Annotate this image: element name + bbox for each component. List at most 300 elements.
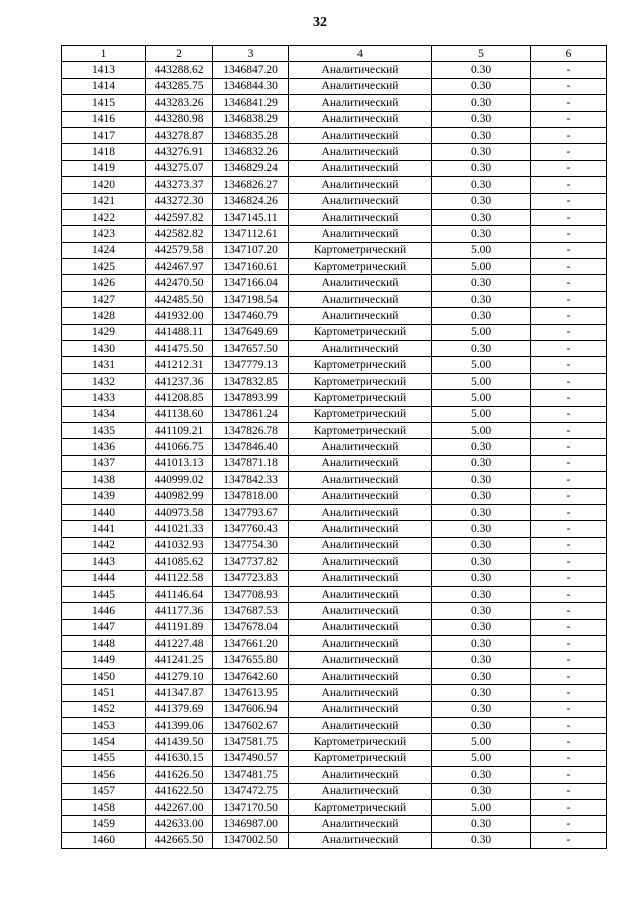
point-number-cell: 1414 (62, 78, 146, 94)
method-cell: Аналитический (289, 816, 432, 832)
point-number-cell: 1428 (62, 308, 146, 324)
y-coordinate-cell: 1347687.53 (213, 603, 289, 619)
method-cell: Аналитический (289, 275, 432, 291)
accuracy-cell: 0.30 (432, 636, 531, 652)
method-cell: Аналитический (289, 586, 432, 602)
y-coordinate-cell: 1347642.60 (213, 668, 289, 684)
accuracy-cell: 0.30 (432, 521, 531, 537)
note-cell: - (531, 259, 607, 275)
point-number-cell: 1415 (62, 95, 146, 111)
note-cell: - (531, 832, 607, 848)
x-coordinate-cell: 441347.87 (146, 685, 213, 701)
note-cell: - (531, 521, 607, 537)
note-cell: - (531, 636, 607, 652)
method-cell: Аналитический (289, 177, 432, 193)
point-number-cell: 1455 (62, 750, 146, 766)
table-row (62, 308, 607, 324)
point-number-cell: 1443 (62, 554, 146, 570)
accuracy-cell: 0.30 (432, 783, 531, 799)
x-coordinate-cell: 440982.99 (146, 488, 213, 504)
accuracy-cell: 0.30 (432, 78, 531, 94)
point-number-cell: 1445 (62, 586, 146, 602)
point-number-cell: 1441 (62, 521, 146, 537)
accuracy-cell: 0.30 (432, 603, 531, 619)
accuracy-cell: 0.30 (432, 439, 531, 455)
x-coordinate-cell: 441013.13 (146, 455, 213, 471)
y-coordinate-cell: 1347723.83 (213, 570, 289, 586)
note-cell: - (531, 783, 607, 799)
table-row (62, 324, 607, 340)
point-number-cell: 1416 (62, 111, 146, 127)
accuracy-cell: 0.30 (432, 472, 531, 488)
note-cell: - (531, 127, 607, 143)
table-row (62, 422, 607, 438)
note-cell: - (531, 341, 607, 357)
table-row (62, 177, 607, 193)
table-row (62, 373, 607, 389)
point-number-cell: 1421 (62, 193, 146, 209)
accuracy-cell: 5.00 (432, 750, 531, 766)
note-cell: - (531, 586, 607, 602)
x-coordinate-cell: 441630.15 (146, 750, 213, 766)
note-cell: - (531, 390, 607, 406)
accuracy-cell: 0.30 (432, 127, 531, 143)
note-cell: - (531, 619, 607, 635)
table-row (62, 259, 607, 275)
method-cell: Аналитический (289, 603, 432, 619)
note-cell: - (531, 767, 607, 783)
note-cell: - (531, 472, 607, 488)
y-coordinate-cell: 1347145.11 (213, 209, 289, 225)
note-cell: - (531, 324, 607, 340)
x-coordinate-cell: 441379.69 (146, 701, 213, 717)
method-cell: Аналитический (289, 291, 432, 307)
point-number-cell: 1451 (62, 685, 146, 701)
point-number-cell: 1431 (62, 357, 146, 373)
y-coordinate-cell: 1347846.40 (213, 439, 289, 455)
table-row (62, 455, 607, 471)
point-number-cell: 1440 (62, 504, 146, 520)
point-number-cell: 1433 (62, 390, 146, 406)
note-cell: - (531, 816, 607, 832)
note-cell: - (531, 111, 607, 127)
point-number-cell: 1419 (62, 160, 146, 176)
accuracy-cell: 0.30 (432, 685, 531, 701)
point-number-cell: 1439 (62, 488, 146, 504)
y-coordinate-cell: 1347818.00 (213, 488, 289, 504)
note-cell: - (531, 177, 607, 193)
column-header: 6 (531, 46, 607, 62)
method-cell: Картометрический (289, 422, 432, 438)
y-coordinate-cell: 1347581.75 (213, 734, 289, 750)
method-cell: Аналитический (289, 226, 432, 242)
x-coordinate-cell: 441032.93 (146, 537, 213, 553)
x-coordinate-cell: 442470.50 (146, 275, 213, 291)
x-coordinate-cell: 441085.62 (146, 554, 213, 570)
note-cell: - (531, 455, 607, 471)
method-cell: Аналитический (289, 455, 432, 471)
y-coordinate-cell: 1347107.20 (213, 242, 289, 258)
y-coordinate-cell: 1347832.85 (213, 373, 289, 389)
y-coordinate-cell: 1346847.20 (213, 62, 289, 78)
point-number-cell: 1437 (62, 455, 146, 471)
table-row (62, 291, 607, 307)
x-coordinate-cell: 443272.30 (146, 193, 213, 209)
accuracy-cell: 0.30 (432, 504, 531, 520)
table-row (62, 242, 607, 258)
y-coordinate-cell: 1347170.50 (213, 799, 289, 815)
method-cell: Аналитический (289, 439, 432, 455)
note-cell: - (531, 242, 607, 258)
note-cell: - (531, 685, 607, 701)
x-coordinate-cell: 442467.97 (146, 259, 213, 275)
method-cell: Аналитический (289, 619, 432, 635)
x-coordinate-cell: 441138.60 (146, 406, 213, 422)
method-cell: Аналитический (289, 504, 432, 520)
accuracy-cell: 5.00 (432, 406, 531, 422)
y-coordinate-cell: 1347472.75 (213, 783, 289, 799)
table-body (62, 62, 607, 849)
method-cell: Аналитический (289, 341, 432, 357)
method-cell: Аналитический (289, 570, 432, 586)
y-coordinate-cell: 1347002.50 (213, 832, 289, 848)
x-coordinate-cell: 440973.58 (146, 504, 213, 520)
accuracy-cell: 0.30 (432, 718, 531, 734)
method-cell: Картометрический (289, 406, 432, 422)
table-row (62, 750, 607, 766)
x-coordinate-cell: 442485.50 (146, 291, 213, 307)
table-row (62, 718, 607, 734)
accuracy-cell: 0.30 (432, 554, 531, 570)
y-coordinate-cell: 1347737.82 (213, 554, 289, 570)
accuracy-cell: 0.30 (432, 177, 531, 193)
table-row (62, 537, 607, 553)
method-cell: Картометрический (289, 357, 432, 373)
accuracy-cell: 5.00 (432, 357, 531, 373)
method-cell: Аналитический (289, 652, 432, 668)
table-row (62, 127, 607, 143)
y-coordinate-cell: 1347760.43 (213, 521, 289, 537)
method-cell: Картометрический (289, 373, 432, 389)
x-coordinate-cell: 443275.07 (146, 160, 213, 176)
note-cell: - (531, 291, 607, 307)
method-cell: Картометрический (289, 324, 432, 340)
table-row (62, 554, 607, 570)
point-number-cell: 1429 (62, 324, 146, 340)
table-row (62, 685, 607, 701)
x-coordinate-cell: 441021.33 (146, 521, 213, 537)
y-coordinate-cell: 1347160.61 (213, 259, 289, 275)
accuracy-cell: 0.30 (432, 619, 531, 635)
y-coordinate-cell: 1347166.04 (213, 275, 289, 291)
table-row (62, 816, 607, 832)
table-row (62, 619, 607, 635)
point-number-cell: 1435 (62, 422, 146, 438)
y-coordinate-cell: 1347198.54 (213, 291, 289, 307)
method-cell: Аналитический (289, 209, 432, 225)
accuracy-cell: 5.00 (432, 422, 531, 438)
table-row (62, 406, 607, 422)
x-coordinate-cell: 441109.21 (146, 422, 213, 438)
note-cell: - (531, 668, 607, 684)
point-number-cell: 1436 (62, 439, 146, 455)
x-coordinate-cell: 441488.11 (146, 324, 213, 340)
table-row (62, 521, 607, 537)
table-row (62, 783, 607, 799)
table-row (62, 390, 607, 406)
accuracy-cell: 0.30 (432, 832, 531, 848)
point-number-cell: 1450 (62, 668, 146, 684)
x-coordinate-cell: 441227.48 (146, 636, 213, 652)
accuracy-cell: 0.30 (432, 455, 531, 471)
note-cell: - (531, 734, 607, 750)
point-number-cell: 1423 (62, 226, 146, 242)
method-cell: Аналитический (289, 111, 432, 127)
point-number-cell: 1438 (62, 472, 146, 488)
table-row (62, 209, 607, 225)
point-number-cell: 1434 (62, 406, 146, 422)
method-cell: Аналитический (289, 701, 432, 717)
point-number-cell: 1454 (62, 734, 146, 750)
y-coordinate-cell: 1347657.50 (213, 341, 289, 357)
note-cell: - (531, 160, 607, 176)
method-cell: Аналитический (289, 832, 432, 848)
accuracy-cell: 5.00 (432, 259, 531, 275)
method-cell: Аналитический (289, 521, 432, 537)
y-coordinate-cell: 1347490.57 (213, 750, 289, 766)
method-cell: Аналитический (289, 636, 432, 652)
method-cell: Аналитический (289, 144, 432, 160)
point-number-cell: 1422 (62, 209, 146, 225)
y-coordinate-cell: 1347460.79 (213, 308, 289, 324)
method-cell: Аналитический (289, 685, 432, 701)
method-cell: Картометрический (289, 242, 432, 258)
y-coordinate-cell: 1347606.94 (213, 701, 289, 717)
y-coordinate-cell: 1347842.33 (213, 472, 289, 488)
method-cell: Картометрический (289, 734, 432, 750)
note-cell: - (531, 488, 607, 504)
table-row (62, 636, 607, 652)
x-coordinate-cell: 442633.00 (146, 816, 213, 832)
point-number-cell: 1430 (62, 341, 146, 357)
x-coordinate-cell: 442579.58 (146, 242, 213, 258)
method-cell: Картометрический (289, 259, 432, 275)
point-number-cell: 1457 (62, 783, 146, 799)
x-coordinate-cell: 441191.89 (146, 619, 213, 635)
x-coordinate-cell: 441237.36 (146, 373, 213, 389)
note-cell: - (531, 554, 607, 570)
y-coordinate-cell: 1346829.24 (213, 160, 289, 176)
table-row (62, 62, 607, 78)
y-coordinate-cell: 1347655.80 (213, 652, 289, 668)
y-coordinate-cell: 1347649.69 (213, 324, 289, 340)
x-coordinate-cell: 441626.50 (146, 767, 213, 783)
table-row (62, 504, 607, 520)
accuracy-cell: 0.30 (432, 95, 531, 111)
accuracy-cell: 0.30 (432, 668, 531, 684)
accuracy-cell: 0.30 (432, 209, 531, 225)
method-cell: Аналитический (289, 537, 432, 553)
x-coordinate-cell: 441279.10 (146, 668, 213, 684)
note-cell: - (531, 406, 607, 422)
table-row (62, 799, 607, 815)
point-number-cell: 1460 (62, 832, 146, 848)
method-cell: Картометрический (289, 750, 432, 766)
y-coordinate-cell: 1347708.93 (213, 586, 289, 602)
note-cell: - (531, 62, 607, 78)
x-coordinate-cell: 440999.02 (146, 472, 213, 488)
accuracy-cell: 0.30 (432, 308, 531, 324)
column-header: 1 (62, 46, 146, 62)
accuracy-cell: 0.30 (432, 767, 531, 783)
point-number-cell: 1442 (62, 537, 146, 553)
accuracy-cell: 0.30 (432, 701, 531, 717)
coordinates-table (61, 45, 607, 849)
point-number-cell: 1425 (62, 259, 146, 275)
note-cell: - (531, 308, 607, 324)
note-cell: - (531, 537, 607, 553)
method-cell: Аналитический (289, 488, 432, 504)
y-coordinate-cell: 1346826.27 (213, 177, 289, 193)
accuracy-cell: 5.00 (432, 734, 531, 750)
y-coordinate-cell: 1346835.28 (213, 127, 289, 143)
table-row (62, 193, 607, 209)
point-number-cell: 1452 (62, 701, 146, 717)
x-coordinate-cell: 441399.06 (146, 718, 213, 734)
y-coordinate-cell: 1347826.78 (213, 422, 289, 438)
y-coordinate-cell: 1347661.20 (213, 636, 289, 652)
method-cell: Аналитический (289, 160, 432, 176)
table-row (62, 226, 607, 242)
table-row (62, 652, 607, 668)
accuracy-cell: 0.30 (432, 144, 531, 160)
point-number-cell: 1418 (62, 144, 146, 160)
accuracy-cell: 5.00 (432, 242, 531, 258)
point-number-cell: 1447 (62, 619, 146, 635)
table-row (62, 78, 607, 94)
point-number-cell: 1417 (62, 127, 146, 143)
x-coordinate-cell: 441208.85 (146, 390, 213, 406)
note-cell: - (531, 373, 607, 389)
accuracy-cell: 0.30 (432, 62, 531, 78)
table-row (62, 439, 607, 455)
y-coordinate-cell: 1346844.30 (213, 78, 289, 94)
y-coordinate-cell: 1347861.24 (213, 406, 289, 422)
point-number-cell: 1424 (62, 242, 146, 258)
table-row (62, 603, 607, 619)
note-cell: - (531, 193, 607, 209)
method-cell: Аналитический (289, 95, 432, 111)
note-cell: - (531, 95, 607, 111)
note-cell: - (531, 718, 607, 734)
column-header: 4 (289, 46, 432, 62)
method-cell: Аналитический (289, 554, 432, 570)
y-coordinate-cell: 1347754.30 (213, 537, 289, 553)
accuracy-cell: 0.30 (432, 226, 531, 242)
table-row (62, 701, 607, 717)
y-coordinate-cell: 1346987.00 (213, 816, 289, 832)
point-number-cell: 1448 (62, 636, 146, 652)
x-coordinate-cell: 443276.91 (146, 144, 213, 160)
point-number-cell: 1453 (62, 718, 146, 734)
accuracy-cell: 0.30 (432, 275, 531, 291)
method-cell: Аналитический (289, 718, 432, 734)
accuracy-cell: 0.30 (432, 291, 531, 307)
x-coordinate-cell: 443278.87 (146, 127, 213, 143)
accuracy-cell: 0.30 (432, 341, 531, 357)
method-cell: Аналитический (289, 308, 432, 324)
accuracy-cell: 0.30 (432, 816, 531, 832)
point-number-cell: 1449 (62, 652, 146, 668)
column-header: 3 (213, 46, 289, 62)
accuracy-cell: 5.00 (432, 799, 531, 815)
note-cell: - (531, 209, 607, 225)
y-coordinate-cell: 1347602.67 (213, 718, 289, 734)
x-coordinate-cell: 443273.37 (146, 177, 213, 193)
point-number-cell: 1420 (62, 177, 146, 193)
x-coordinate-cell: 443288.62 (146, 62, 213, 78)
table-row (62, 111, 607, 127)
note-cell: - (531, 603, 607, 619)
table-row (62, 472, 607, 488)
x-coordinate-cell: 442597.82 (146, 209, 213, 225)
method-cell: Аналитический (289, 193, 432, 209)
point-number-cell: 1426 (62, 275, 146, 291)
method-cell: Аналитический (289, 783, 432, 799)
accuracy-cell: 0.30 (432, 488, 531, 504)
x-coordinate-cell: 441932.00 (146, 308, 213, 324)
table-row (62, 341, 607, 357)
y-coordinate-cell: 1347678.04 (213, 619, 289, 635)
accuracy-cell: 5.00 (432, 390, 531, 406)
accuracy-cell: 0.30 (432, 537, 531, 553)
y-coordinate-cell: 1347481.75 (213, 767, 289, 783)
point-number-cell: 1432 (62, 373, 146, 389)
note-cell: - (531, 422, 607, 438)
x-coordinate-cell: 441439.50 (146, 734, 213, 750)
y-coordinate-cell: 1347112.61 (213, 226, 289, 242)
x-coordinate-cell: 441475.50 (146, 341, 213, 357)
table-row (62, 144, 607, 160)
table-row (62, 668, 607, 684)
method-cell: Аналитический (289, 62, 432, 78)
point-number-cell: 1446 (62, 603, 146, 619)
x-coordinate-cell: 441177.36 (146, 603, 213, 619)
accuracy-cell: 0.30 (432, 570, 531, 586)
accuracy-cell: 0.30 (432, 193, 531, 209)
note-cell: - (531, 144, 607, 160)
table-row (62, 767, 607, 783)
y-coordinate-cell: 1347793.67 (213, 504, 289, 520)
method-cell: Аналитический (289, 472, 432, 488)
column-header: 5 (432, 46, 531, 62)
table-row (62, 586, 607, 602)
accuracy-cell: 0.30 (432, 586, 531, 602)
point-number-cell: 1413 (62, 62, 146, 78)
note-cell: - (531, 78, 607, 94)
x-coordinate-cell: 442665.50 (146, 832, 213, 848)
table-row (62, 160, 607, 176)
x-coordinate-cell: 441241.25 (146, 652, 213, 668)
method-cell: Аналитический (289, 668, 432, 684)
accuracy-cell: 0.30 (432, 111, 531, 127)
method-cell: Аналитический (289, 127, 432, 143)
table-row (62, 734, 607, 750)
accuracy-cell: 0.30 (432, 160, 531, 176)
method-cell: Картометрический (289, 390, 432, 406)
note-cell: - (531, 275, 607, 291)
table-row (62, 832, 607, 848)
